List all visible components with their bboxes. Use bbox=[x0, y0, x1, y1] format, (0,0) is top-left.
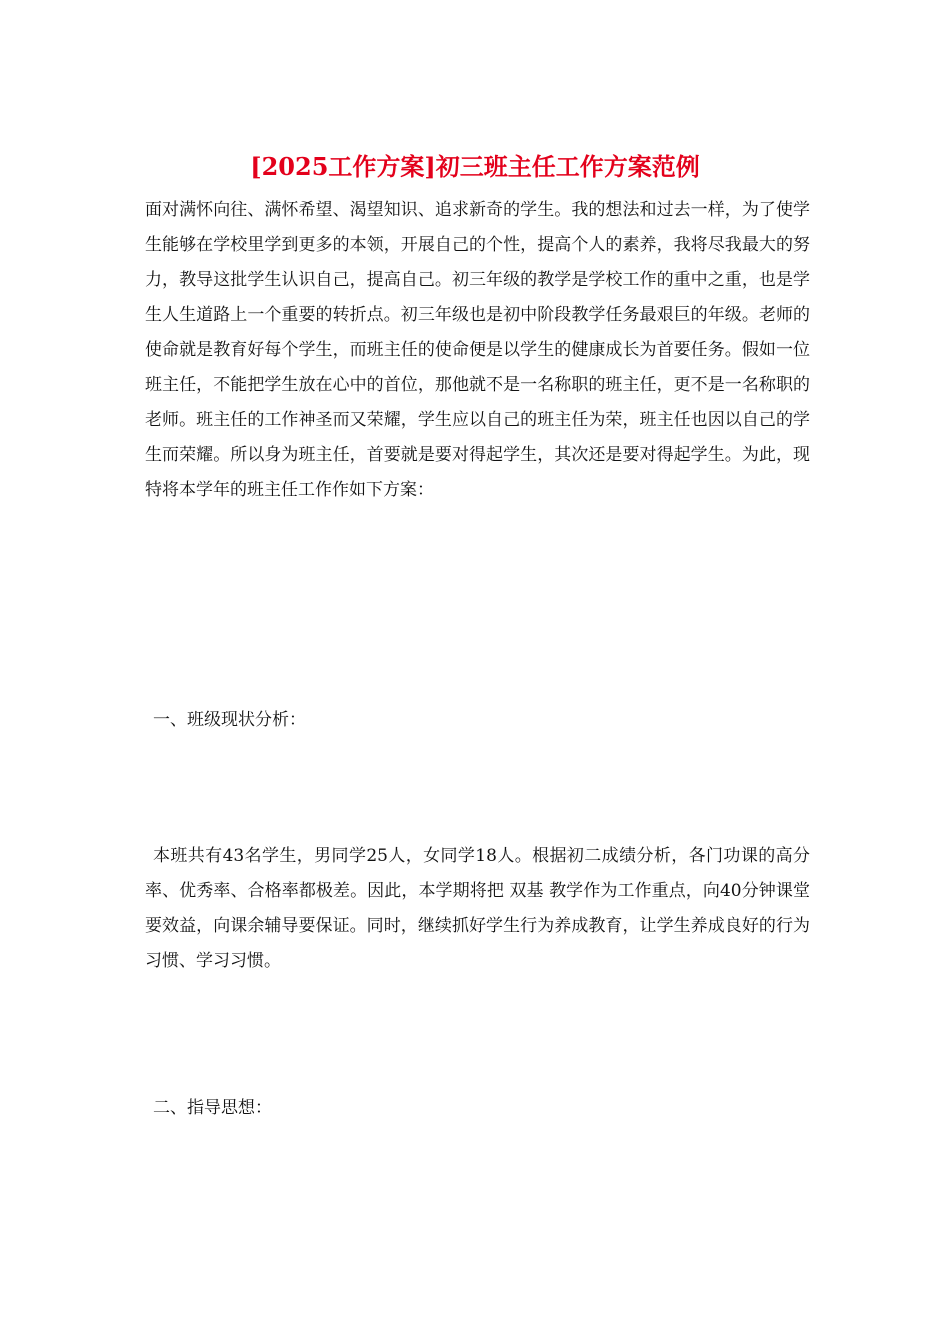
section-heading-guiding-ideology: 二、指导思想： bbox=[153, 1098, 272, 1118]
document-title: [2025工作方案]初三班主任工作方案范例 bbox=[250, 152, 700, 181]
section-body-class-status: 本班共有43名学生，男同学25人，女同学18人。根据初二成绩分析，各门功课的高分率、优秀率、合格率都极差。因此，本学期将把 双基 教学作为工作重点，向40分钟课堂要效益，向课余辅导要保证。同时，继续抓好学生行为养成教育，让学生养成良好的行为习惯、学习习惯。 bbox=[145, 846, 810, 971]
section-heading-class-status: 一、班级现状分析： bbox=[153, 710, 306, 730]
intro-paragraph: 面对满怀向往、满怀希望、渴望知识、追求新奇的学生。我的想法和过去一样，为了使学生能够在学校里学到更多的本领，开展自己的个性，提高个人的素养，我将尽我最大的努力，教导这批学生认识自己，提高自己。初三年级的教学是学校工作的重中之重，也是学生人生道路上一个重要的转折点。初三年级也是初中阶段教学任务最艰巨的年级。老师的使命就是教育好每个学生，而班主任的使命便是以学生的健康成长为首要任务。假如一位班主任，不能把学生放在心中的首位，那他就不是一名称职的班主任，更不是一名称职的老师。班主任的工作神圣而又荣耀，学生应以自己的班主任为荣，班主任也因以自己的学生而荣耀。所以身为班主任，首要就是要对得起学生，其次还是要对得起学生。为此，现特将本学年的班主任工作作如下方案： bbox=[145, 200, 810, 500]
